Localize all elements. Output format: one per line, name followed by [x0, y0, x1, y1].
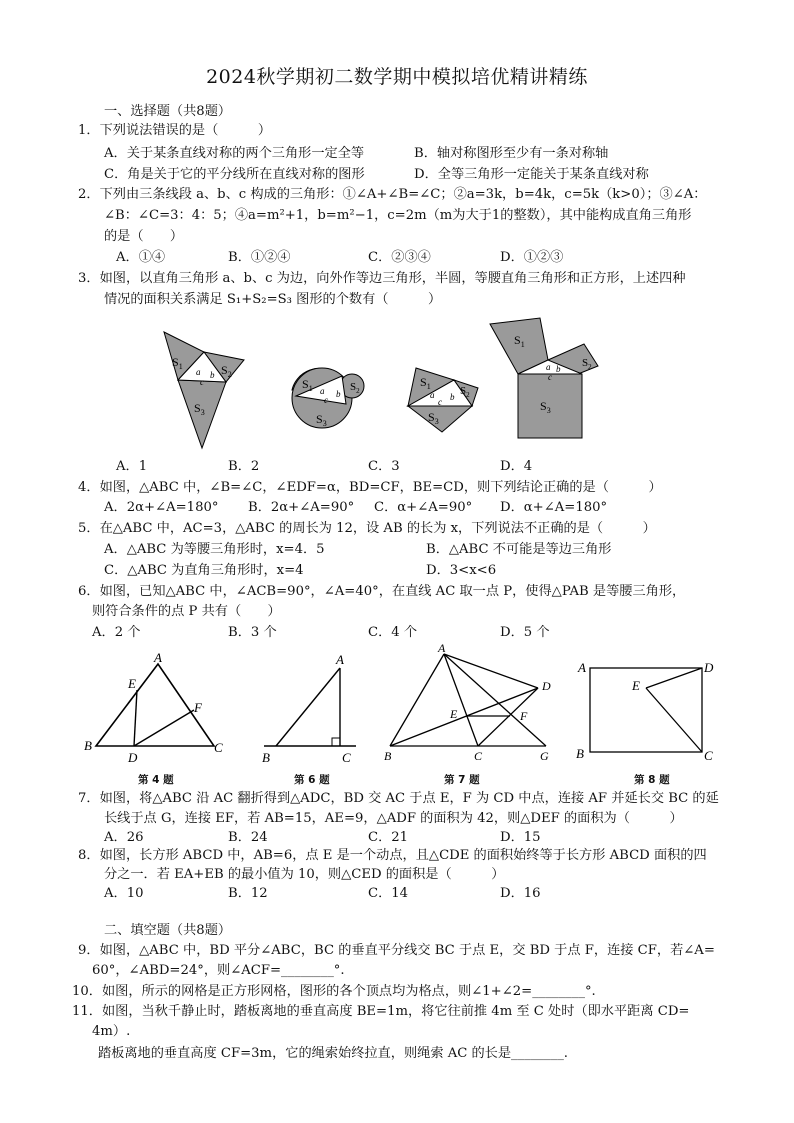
- f8-label-c: C: [704, 748, 713, 763]
- figure-q6: [256, 650, 366, 766]
- q3-option-a: A．1: [116, 459, 148, 474]
- q3-figure-triangles: [158, 328, 250, 452]
- q3-f4-s3: $S_3$: [540, 399, 551, 415]
- q7-option-a: A．26: [104, 830, 144, 845]
- q4-option-a: A．2α+∠A=180°: [104, 500, 219, 515]
- caption-q8: 第 8 题: [634, 774, 670, 786]
- q3-f3-b: b: [450, 392, 455, 402]
- q2-option-b: B．①②④: [228, 250, 291, 265]
- q5-option-b: B．△ABC 不可能是等边三角形: [426, 542, 612, 557]
- f7-label-d: D: [542, 679, 551, 693]
- f8-label-e: E: [632, 678, 640, 693]
- q3-f2-a: a: [320, 386, 325, 396]
- q7-line-1: 7．如图，将△ABC 沿 AC 翻折得到△ADC，BD 交 AC 于点 E，F 为 CD 中点，连接 AF 并延长交 BC 的延: [78, 791, 719, 806]
- q3-line-2: 情况的面积关系满足 S₁+S₂=S₃ 图形的个数有（ ）: [104, 292, 442, 307]
- caption-q7: 第 7 题: [444, 774, 480, 786]
- q7-option-b: B．24: [228, 830, 268, 845]
- q5-option-c: C．△ABC 为直角三角形时，x=4: [104, 563, 304, 578]
- figure-q8: [572, 656, 722, 766]
- f4-label-d: D: [128, 750, 138, 765]
- f4-label-e: E: [128, 676, 136, 691]
- q10-line-1: 10．如图，所示的网格是正方形网格，图形的各个顶点均为格点，则∠1+∠2=________°.: [72, 984, 596, 999]
- q3-f1-c: c: [200, 377, 204, 387]
- q3-option-b: B．2: [228, 459, 260, 474]
- q3-option-d: D．4: [500, 459, 533, 474]
- q3-f2-s3: $S_3$: [316, 412, 327, 428]
- f7-label-e: E: [450, 707, 458, 721]
- f7-label-c: C: [474, 749, 483, 763]
- q3-line-1: 3．如图，以直角三角形 a、b、c 为边，向外作等边三角形，半圆，等腰直角三角形和正方形，上述四种: [78, 271, 686, 286]
- q7-line-2: 长线于点 G，连接 EF，若 AB=15，AE=9，△ADF 的面积为 42，则△DEF 的面积为（ ）: [104, 811, 683, 826]
- q3-f3-s1: $S_1$: [420, 375, 431, 391]
- q3-f3-a: a: [430, 390, 435, 400]
- q2-option-d: D．①②③: [500, 250, 564, 265]
- q3-f4-c: c: [548, 372, 552, 382]
- q4-stem: 4．如图，△ABC 中，∠B=∠C，∠EDF=α，BD=CF，BE=CD，则下列结论正确的是（ ）: [78, 480, 662, 495]
- q3-figure-squares: [488, 314, 604, 442]
- q3-f4-a: a: [546, 362, 551, 372]
- f4-label-b: B: [84, 738, 92, 753]
- q5-stem: 5．在△ABC 中，AC=3，△ABC 的周长为 12，设 AB 的长为 x，下列说法不正确的是（ ）: [78, 521, 656, 536]
- q1-option-c: C．角是关于它的平分线所在直线对称的图形: [104, 167, 365, 182]
- q3-f1-s2: $S_2$: [221, 363, 232, 379]
- q3-f4-s1: $S_1$: [514, 333, 525, 349]
- q3-f1-s3: $S_3$: [194, 401, 205, 417]
- f8-label-d: D: [704, 660, 714, 675]
- q2-option-a: A．①④: [116, 250, 166, 265]
- q6-line-1: 6．如图，已知△ABC 中，∠ACB=90°，∠A=40°，在直线 AC 取一点 P，使得△PAB 是等腰三角形，: [78, 584, 686, 599]
- q3-f1-b: b: [210, 370, 215, 380]
- q4-option-c: C．α+∠A=90°: [374, 500, 473, 515]
- q2-line-3: 的是（ ）: [104, 229, 184, 244]
- figure-q4: [82, 650, 232, 766]
- page-title: 2024秋学期初二数学期中模拟培优精讲精练: [206, 66, 588, 88]
- f4-label-f: F: [194, 700, 202, 715]
- q3-f1-s1: $S_1$: [172, 355, 183, 371]
- q3-f2-c: c: [324, 395, 328, 405]
- q9-line-2: 60°，∠ABD=24°，则∠ACF=________°.: [92, 963, 345, 978]
- q3-f3-c: c: [438, 397, 442, 407]
- q3-f3-s2: $S_2$: [460, 385, 470, 399]
- q3-f2-s1: $S_1$: [302, 377, 313, 393]
- q3-f3-s3: $S_3$: [428, 410, 439, 426]
- q7-option-d: D．15: [500, 830, 541, 845]
- q6-option-a: A．2 个: [92, 625, 141, 640]
- f4-label-a: A: [154, 650, 162, 665]
- q3-f4-s2: $S_2$: [582, 357, 592, 371]
- q8-option-c: C．14: [368, 886, 409, 901]
- caption-q4: 第 4 题: [138, 774, 174, 786]
- f7-label-b: B: [384, 749, 392, 763]
- q6-line-2: 则符合条件的点 P 共有（ ）: [92, 604, 281, 619]
- figure-q7: [380, 642, 560, 766]
- q9-line-1: 9．如图，△ABC 中，BD 平分∠ABC，BC 的垂直平分线交 BC 于点 E，交 BD 于点 F，连接 CF，若∠A=: [78, 943, 715, 958]
- q4-option-b: B．2α+∠A=90°: [248, 500, 355, 515]
- q2-line-1: 2．下列由三条线段 a、b、c 构成的三角形：①∠A+∠B=∠C；②a=3k，b=4k，c=5k（k>0）；③∠A：: [78, 187, 707, 202]
- q1-option-d: D．全等三角形一定能关于某条直线对称: [414, 167, 649, 182]
- q3-figure-right-isosceles: [402, 364, 482, 436]
- q1-option-b: B．轴对称图形至少有一条对称轴: [414, 146, 609, 161]
- q2-line-2: ∠B：∠C=3：4：5；④a=m²+1，b=m²−1，c=2m（m为大于1的整数），其中能构成直角三角形: [104, 208, 692, 223]
- f8-label-a: A: [578, 660, 586, 675]
- f4-label-c: C: [214, 740, 223, 755]
- q11-line-2: 4m）.: [92, 1024, 131, 1039]
- q3-f2-b: b: [336, 389, 341, 399]
- q3-f1-a: a: [196, 367, 201, 377]
- q5-option-a: A．△ABC 为等腰三角形时，x=4．5: [104, 542, 325, 557]
- q8-option-d: D．16: [500, 886, 541, 901]
- section-heading-choice: 一、选择题（共8题）: [104, 104, 232, 119]
- caption-q6: 第 6 题: [294, 774, 330, 786]
- q3-f2-s2: $S_2$: [350, 381, 360, 395]
- q6-option-c: C．4 个: [368, 625, 418, 640]
- q6-option-d: D．5 个: [500, 625, 550, 640]
- q11-line-3: 踏板离地的垂直高度 CF=3m，它的绳索始终拉直，则绳索 AC 的长是________.: [98, 1046, 569, 1061]
- f8-label-b: B: [576, 746, 584, 761]
- q1-stem: 1．下列说法错误的是（ ）: [78, 123, 272, 138]
- q8-line-2: 分之一．若 EA+EB 的最小值为 10，则△CED 的面积是（ ）: [104, 867, 505, 882]
- q5-option-d: D．3<x<6: [426, 563, 497, 578]
- q6-option-b: B．3 个: [228, 625, 277, 640]
- q2-option-c: C．②③④: [368, 250, 431, 265]
- q8-option-b: B．12: [228, 886, 268, 901]
- q3-figure-semicircles: [286, 360, 368, 440]
- f6-label-c: C: [342, 750, 351, 765]
- f7-label-a: A: [438, 642, 446, 655]
- f6-label-b: B: [262, 750, 270, 765]
- q3-f4-b: b: [556, 364, 561, 374]
- f7-label-g: G: [540, 749, 549, 763]
- q11-line-1: 11．如图，当秋千静止时，踏板离地的垂直高度 BE=1m，将它往前推 4m 至 C 处时（即水平距离 CD=: [72, 1004, 690, 1019]
- q7-option-c: C．21: [368, 830, 409, 845]
- q4-option-d: D．α+∠A=180°: [500, 500, 608, 515]
- section-heading-fill: 二、填空题（共8题）: [104, 923, 232, 938]
- q3-option-c: C．3: [368, 459, 400, 474]
- q8-line-1: 8．如图，长方形 ABCD 中，AB=6，点 E 是一个动点，且△CDE 的面积始终等于长方形 ABCD 面积的四: [78, 848, 707, 863]
- f6-label-a: A: [336, 652, 344, 667]
- f7-label-f: F: [520, 709, 528, 723]
- q8-option-a: A．10: [104, 886, 144, 901]
- q1-option-a: A．关于某条直线对称的两个三角形一定全等: [104, 146, 365, 161]
